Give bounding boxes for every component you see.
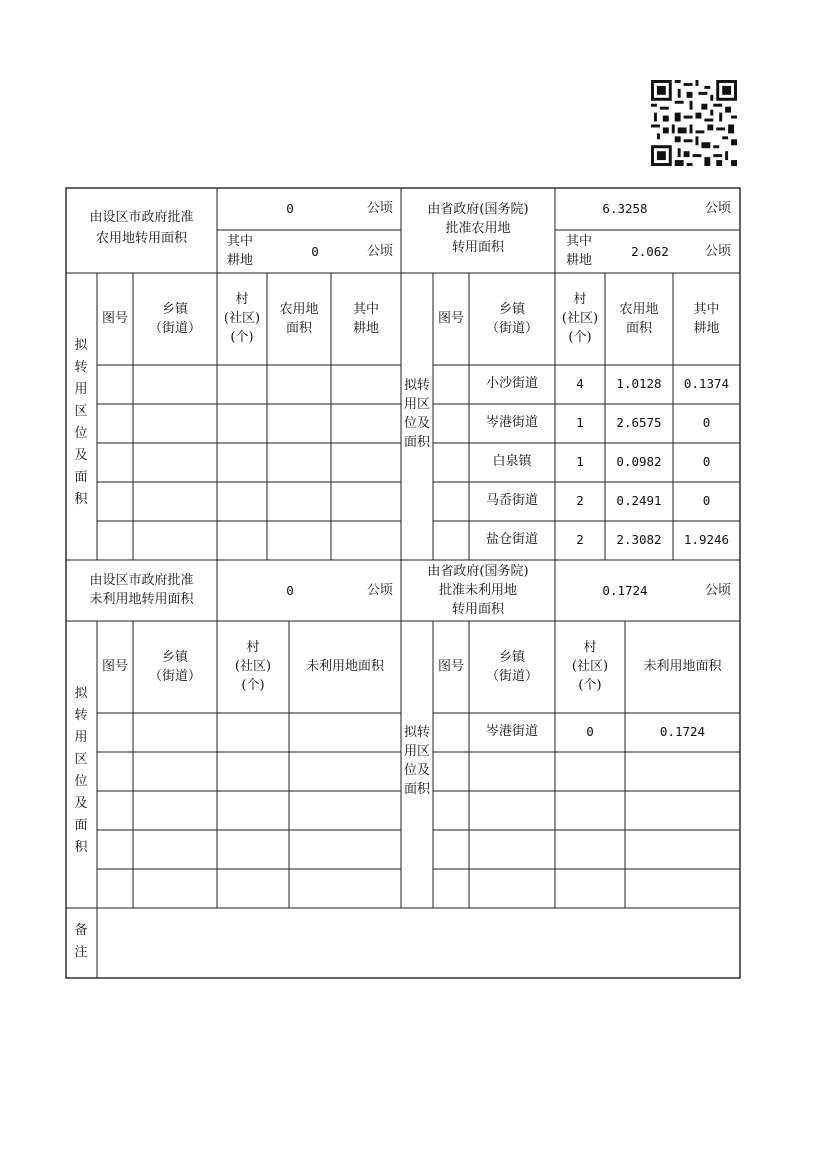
s2-row-1-unused: 0.1724: [659, 724, 706, 739]
s2-left-col-village-line2: (社区): [234, 659, 272, 674]
city-unused-label-line2: 未利用地转用面积: [89, 592, 194, 607]
city-cultivated-area: 0: [311, 244, 319, 259]
s1-right-side-label-line3: 位及: [403, 416, 430, 431]
s2-row-1-town: 岑港街道: [485, 724, 538, 739]
s2-right-side-label-line3: 位及: [403, 763, 430, 778]
s2-right-col-town-line2: （街道）: [485, 669, 538, 684]
city-unused-unit: 公顷: [366, 583, 393, 598]
city-unused-area: 0: [286, 583, 294, 598]
s1-left-col-village-line1: 村: [235, 292, 249, 307]
s1-right-col-town-line2: （街道）: [485, 321, 538, 336]
s2-right-col-town-line1: 乡镇: [498, 650, 525, 665]
s2-left-side-label: 拟转用区位及面积: [74, 686, 88, 855]
s1-right-col-farmland-line2: 面积: [625, 321, 652, 336]
s2-right-col-unused: 未利用地面积: [643, 659, 722, 674]
s1-right-col-cultivated-line2: 耕地: [693, 321, 720, 336]
s1-right-col-village-line3: (个): [568, 330, 592, 345]
s1-right-col-map-no: 图号: [437, 311, 464, 326]
s1-row-5-villages: 2: [576, 532, 584, 547]
s2-row-1-villages: 0: [586, 724, 594, 739]
s1-right-side-label-line1: 拟转: [403, 378, 430, 393]
s2-left-col-village-line3: (个): [241, 678, 265, 693]
s1-left-col-farmland-line1: 农用地: [279, 302, 319, 317]
prov-cultivated-label-line2: 耕地: [566, 253, 593, 268]
s1-row-1-town: 小沙街道: [485, 376, 538, 391]
prov-farmland-area: 6.3258: [602, 201, 648, 216]
s1-right-side-label-line4: 面积: [403, 435, 430, 450]
s1-row-2-cultivated: 0: [702, 415, 711, 430]
s2-right-side-label-line1: 拟转: [403, 725, 430, 740]
prov-unused-label-line3: 转用面积: [451, 602, 504, 617]
s1-row-3-cultivated: 0: [702, 454, 711, 469]
city-unused-label-line1: 由设区市政府批准: [89, 573, 194, 588]
s1-row-1-villages: 4: [576, 376, 584, 391]
city-farmland-area: 0: [286, 201, 294, 216]
s1-right-col-town-line1: 乡镇: [498, 302, 525, 317]
s2-left-col-unused: 未利用地面积: [305, 659, 384, 674]
city-cultivated-unit: 公顷: [366, 244, 393, 259]
prov-unused-label-line2: 批准未利用地: [438, 583, 517, 598]
city-cultivated-label-line1: 其中: [227, 234, 254, 249]
s1-row-5-farmland: 2.3082: [616, 532, 662, 547]
s1-row-4-town: 马岙街道: [485, 493, 538, 508]
s1-right-side-label-line2: 用区: [403, 397, 430, 412]
prov-cultivated-unit: 公顷: [704, 244, 731, 259]
prov-unused-area: 0.1724: [602, 583, 648, 598]
s2-right-col-village-line3: (个): [578, 678, 602, 693]
city-farmland-label-line2: 农用地转用面积: [95, 231, 187, 246]
prov-cultivated-label-line1: 其中: [566, 234, 593, 249]
s2-right-col-village-line2: (社区): [571, 659, 609, 674]
s1-right-col-village-line2: (社区): [561, 311, 599, 326]
s2-right-col-map-no: 图号: [437, 659, 464, 674]
remarks-label: 备注: [74, 923, 88, 960]
s1-row-2-villages: 1: [576, 415, 584, 430]
prov-unused-unit: 公顷: [704, 583, 731, 598]
s1-row-2-town: 岑港街道: [485, 415, 538, 430]
s1-row-5-cultivated: 1.9246: [683, 532, 730, 547]
s1-row-2-farmland: 2.6575: [616, 415, 662, 430]
s1-row-1-farmland: 1.0128: [616, 376, 662, 391]
prov-unused-label-line1: 由省政府(国务院): [427, 564, 529, 579]
s1-left-col-town-line1: 乡镇: [161, 302, 188, 317]
s1-left-col-cultivated-line1: 其中: [352, 302, 379, 317]
s2-right-side-label-line4: 面积: [403, 782, 430, 797]
prov-cultivated-area: 2.062: [631, 244, 669, 259]
s1-right-col-farmland-line1: 农用地: [619, 302, 659, 317]
s1-row-4-villages: 2: [576, 493, 584, 508]
s2-left-col-village-line1: 村: [246, 640, 260, 655]
s1-left-col-farmland-line2: 面积: [285, 321, 312, 336]
s1-left-col-cultivated-line2: 耕地: [352, 321, 379, 336]
city-farmland-unit: 公顷: [366, 201, 393, 216]
s1-row-4-cultivated: 0: [702, 493, 711, 508]
prov-farmland-label-line3: 转用面积: [451, 240, 504, 255]
s1-row-1-cultivated: 0.1374: [683, 376, 730, 391]
prov-farmland-unit: 公顷: [704, 201, 731, 216]
city-cultivated-label-line2: 耕地: [227, 253, 254, 268]
s2-right-col-village-line1: 村: [583, 640, 597, 655]
s1-left-col-village-line2: (社区): [223, 311, 261, 326]
s1-left-col-village-line3: (个): [230, 330, 254, 345]
s1-left-col-town-line2: （街道）: [148, 321, 201, 336]
s1-row-3-town: 白泉镇: [492, 454, 532, 469]
s1-row-3-villages: 1: [576, 454, 584, 469]
prov-farmland-label-line2: 批准农用地: [445, 221, 511, 236]
s1-right-col-cultivated-line1: 其中: [693, 302, 720, 317]
s2-left-col-town-line1: 乡镇: [161, 650, 188, 665]
city-farmland-label-line1: 由设区市政府批准: [89, 210, 194, 225]
s2-left-col-town-line2: （街道）: [148, 669, 201, 684]
s1-right-col-village-line1: 村: [573, 292, 587, 307]
prov-farmland-label-line1: 由省政府(国务院): [427, 202, 529, 217]
s2-left-col-map-no: 图号: [101, 659, 128, 674]
s1-row-4-farmland: 0.2491: [616, 493, 662, 508]
s1-row-5-town: 盐仓街道: [485, 532, 538, 547]
s1-left-col-map-no: 图号: [101, 311, 128, 326]
s2-right-side-label-line2: 用区: [403, 744, 430, 759]
s1-left-side-label: 拟转用区位及面积: [74, 338, 88, 507]
s1-row-3-farmland: 0.0982: [616, 454, 662, 469]
